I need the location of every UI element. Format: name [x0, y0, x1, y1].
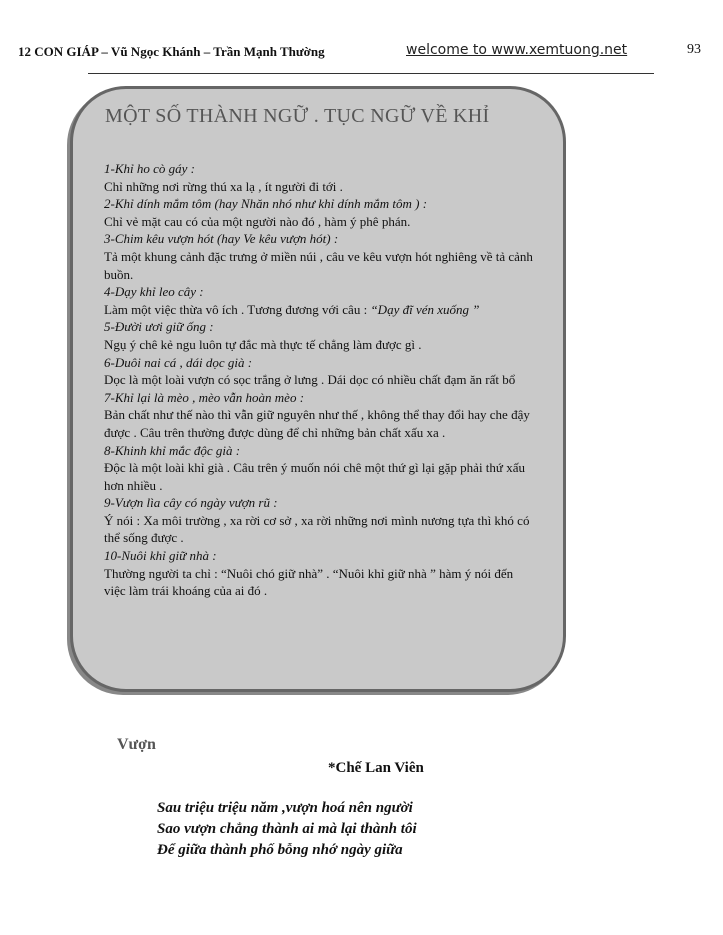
proverb-title: 6-Duôi nai cá , dái dọc già : — [104, 354, 253, 370]
proverb-text: Dọc là một loài vượn có sọc trắng ở lưng . Dái dọc có nhiều chất đạm ăn rất bổ — [104, 372, 516, 388]
proverb-title: 10-Nuôi khỉ giữ nhà : — [104, 548, 217, 564]
poem-title: Vượn — [117, 736, 156, 753]
proverb-item — [104, 160, 534, 195]
proverb-item — [104, 442, 534, 495]
proverb-title: 9-Vượn lìa cây có ngày vượn rũ : — [104, 495, 278, 511]
proverb-text: Ý nói : Xa môi trường , xa rời cơ sở , xa rời những nơi mình nương tựa thì khó có thể sống được . — [104, 512, 530, 546]
proverb-title: 3-Chim kêu vượn hót (hay Ve kêu vượn hót) : — [104, 231, 339, 247]
proverb-item — [104, 354, 534, 389]
website-link[interactable]: welcome to www.xemtuong.net — [406, 42, 628, 58]
proverb-item — [104, 547, 534, 600]
proverb-item — [104, 494, 534, 547]
proverb-item — [104, 318, 534, 353]
proverb-text: Chỉ vẻ mặt cau có của một người nào đó , hàm ý phê phán. — [104, 213, 411, 229]
proverb-item — [104, 195, 534, 230]
proverb-text: Thường người ta chỉ : “Nuôi chó giữ nhà” . “Nuôi khỉ giữ nhà ” hàm ý nói đến việc làm trái khoáng của ai đó . — [104, 565, 514, 599]
proverb-text: Tả một khung cảnh đặc trưng ở miền núi , câu ve kêu vượn hót nghiêng về tả cảnh buồn. — [104, 248, 533, 282]
proverb-text-main: Làm một việc thừa vô ích . Tương đương với câu : — [104, 301, 371, 317]
proverb-title: 1-Khỉ ho cò gáy : — [104, 161, 195, 176]
proverb-item — [104, 230, 534, 283]
proverbs-box-title: MỘT SỐ THÀNH NGỮ . TỤC NGỮ VỀ KHỈ — [105, 105, 490, 127]
proverb-title: 8-Khinh khỉ mắc độc già : — [104, 442, 241, 458]
proverb-item — [104, 389, 534, 442]
page-number: 93 — [687, 42, 701, 57]
proverb-text — [104, 301, 534, 319]
proverb-title: 2-Khỉ dính mắm tôm (hay Nhăn nhó như khỉ dính mắm tôm ) : — [104, 196, 428, 212]
proverb-text: Bản chất như thế nào thì vẫn giữ nguyên như thế , không thể thay đổi hay che đậy được . Câu trên thường được dùng để chỉ những bản chất xấu xa . — [104, 407, 530, 440]
header-rule — [88, 73, 654, 74]
book-title: 12 CON GIÁP – Vũ Ngọc Khánh – Trần Mạnh Thường — [18, 44, 325, 59]
poem-line: Sau triệu triệu năm ,vượn hoá nên người — [157, 800, 413, 816]
proverb-title: 4-Dạy khỉ leo cây : — [104, 284, 204, 300]
proverb-text-quote: “Dạy đĩ vén xuống ” — [370, 301, 480, 317]
page-header — [0, 42, 723, 66]
proverb-item — [104, 283, 534, 318]
proverb-title: 5-Đười ươi giữ ống : — [104, 319, 214, 335]
proverbs-list — [104, 160, 534, 600]
proverb-text: Độc là một loài khỉ già . Câu trên ý muốn nói chê một thứ gì lại gặp phải thứ xấu hơn nhiều . — [104, 460, 525, 493]
proverb-text: Chỉ những nơi rừng thú xa lạ , ít người đi tới . — [104, 178, 343, 194]
poem-line: Để giữa thành phố bỗng nhớ ngày giữa — [157, 842, 403, 858]
proverb-text: Ngụ ý chê kẻ ngu luôn tự đắc mà thực tế chẳng làm được gì . — [104, 336, 422, 352]
proverb-title: 7-Khỉ lại là mèo , mèo vẫn hoàn mèo : — [104, 389, 305, 405]
poem-line: Sao vượn chẳng thành ai mà lại thành tôi — [157, 821, 417, 837]
poem-author: *Chế Lan Viên — [328, 760, 424, 776]
poem-body — [157, 798, 417, 861]
